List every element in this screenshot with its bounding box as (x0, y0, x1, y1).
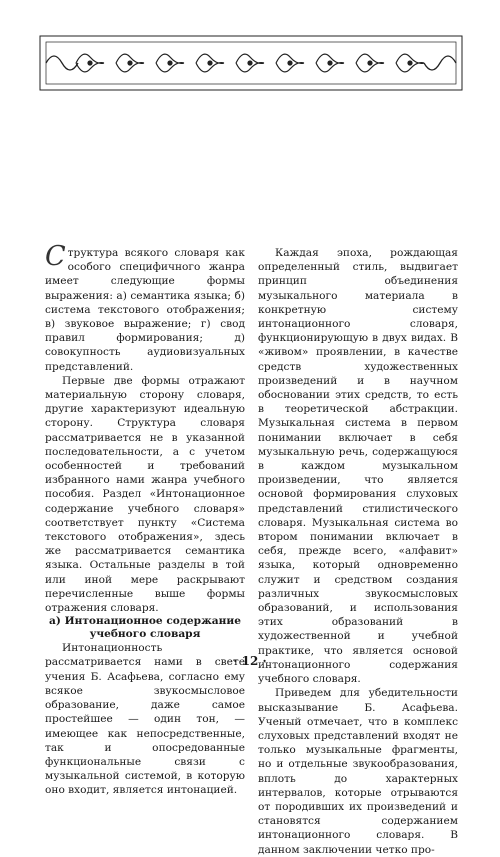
body-paragraph: Интонационность рассматривается нами в свете учения Б. Асафьева, согласно ему всякое звукосмысловое образование, даже самое простейшее — один тон, — имеющее как непосредственные, так и опосредованные функциональные связи с музыкальной системой, в которую оно входит, является интонацией. (45, 642, 245, 797)
left-column (45, 241, 245, 798)
drop-cap: С (45, 241, 66, 272)
page-number: · 12 · (233, 654, 267, 668)
right-column (258, 246, 458, 857)
ornament-dot (288, 61, 292, 65)
body-paragraph: Первые две формы отражают материальную сторону словаря, другие характеризуют идеальную сторону. Структура словаря рассматривается не в указанной последовательности, а с учетом особенностей и требований избранного нами жанра учебного пособия. Раздел «Интонационное содержание учебного словаря» соответствует пункту «Система текстового отображения», здесь же рассматривается семантика языка. Остальные разделы в той или иной мере раскрывают перечисленные выше формы отражения словаря. (45, 374, 245, 615)
ornament-dot (208, 61, 212, 65)
ornament-dot (88, 61, 92, 65)
body-paragraph: Приведем для убедительности высказывание Б. Асафьева. Ученый отмечает, что в комплекс слуховых представлений входят не только музыкальные фрагменты, но и отдельные звукообразования, вплоть до характерных интервалов, которые отрываются от породивших их произведений и становятся содержанием интонационного словаря. В данном заключении четко про- (258, 687, 458, 856)
ornament-dot (328, 61, 332, 65)
ornament-dot (128, 61, 132, 65)
body-paragraph: Каждая эпоха, рождающая определенный стиль, выдвигает принцип объединения музыкального материала в конкретную систему интонационного словаря, функционирующую в двух видах. В «живом» проявлении, в качестве средств художественных произведений и в научном обосновании этих средств, то есть в теоретической абстракции. Музыкальная система в первом понимании включает в себя музыкальную речь, содержащуюся в каждом музыкальном произведении, что является основой формирования слуховых представлений стилистического словаря. Музыкальная система во втором понимании включает в себя, прежде всего, «алфавит» языка, который одновременно служит и средством создания различных звукосмысловых образований, и использования этих образований в художественной и учебной практике, что является основой интонационного содержания учебного словаря. (258, 247, 458, 686)
intro-paragraph (45, 241, 245, 374)
decorative-header-ornament (38, 34, 464, 92)
ornament-dot (248, 61, 252, 65)
ornament-dot (408, 61, 412, 65)
section-subheading: а) Интонационное содержание учебного словаря (49, 615, 241, 641)
intro-paragraph-text: труктура всякого словаря как особого специфичного жанра имеет следующие формы выражения: а) семантика языка; б) система текстового отображения; в) звуковое выражение; г) свод правил формирования; д) совокупность аудиовизуальных представлений. (45, 247, 245, 373)
ornament-dot (368, 61, 372, 65)
ornament-dot (168, 61, 172, 65)
